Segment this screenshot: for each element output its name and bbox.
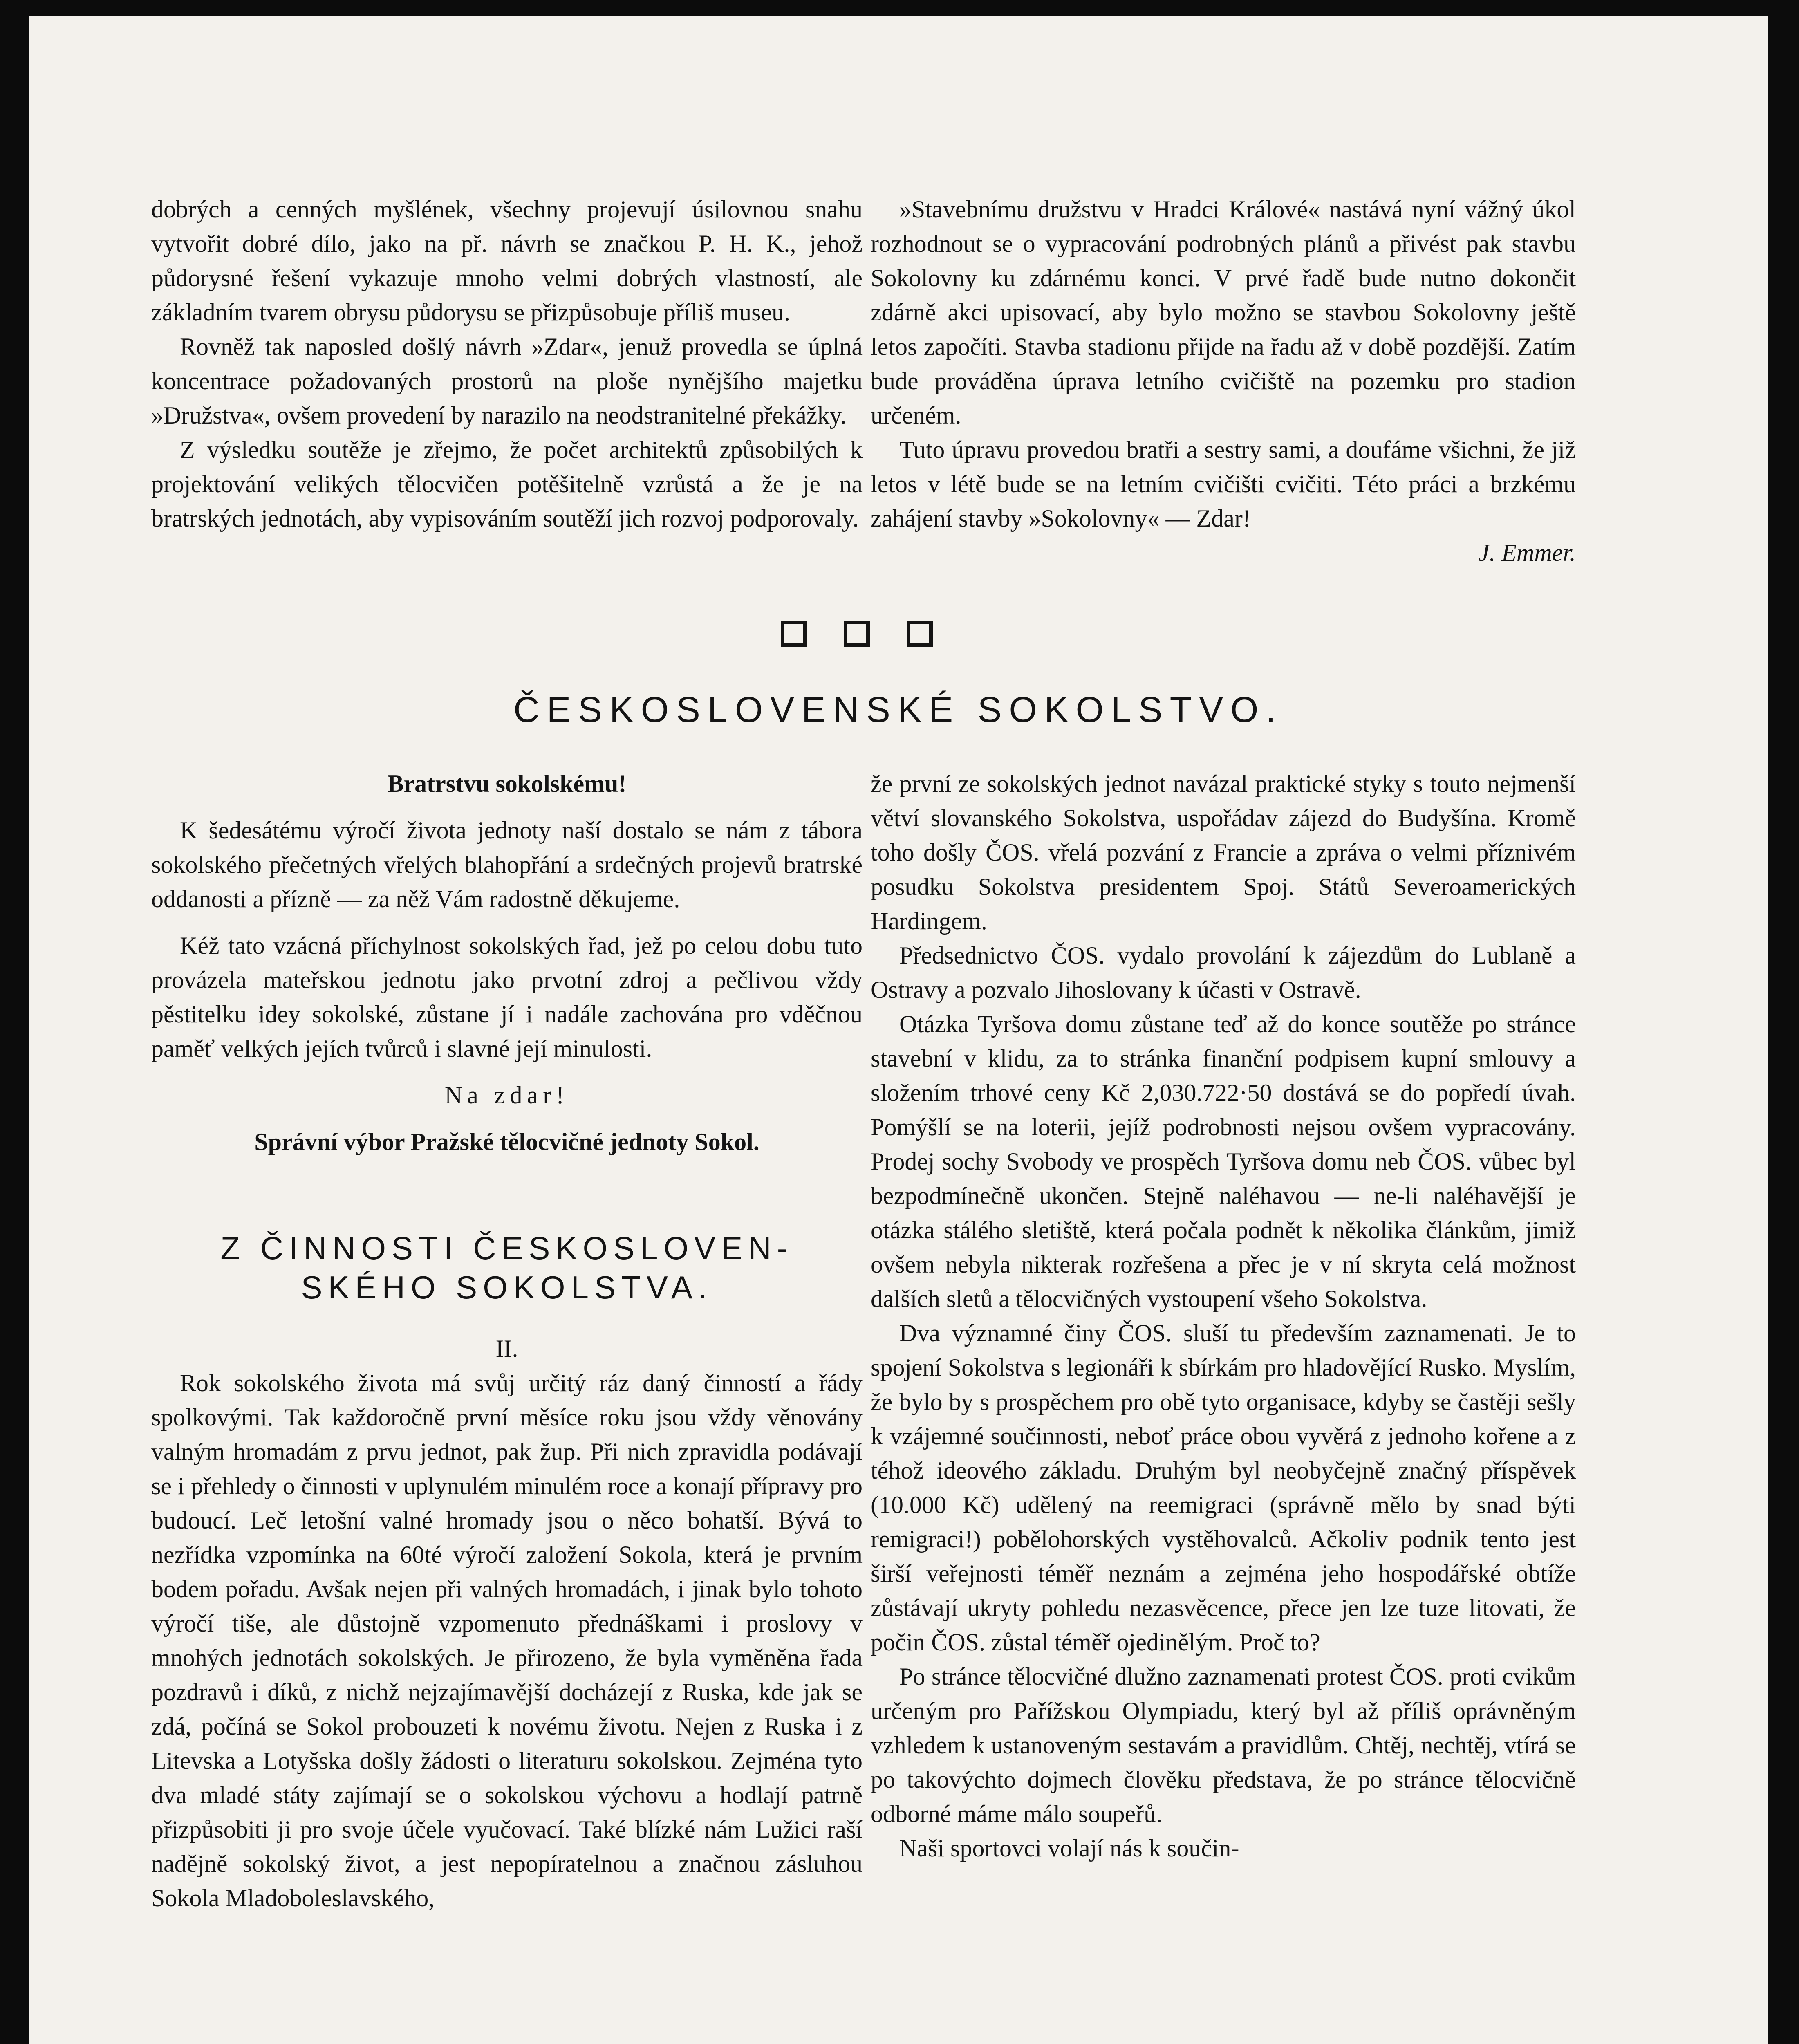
committee-signature: Správní výbor Pražské tělocvičné jednoty Sokol.	[254, 1128, 759, 1155]
paragraph: Tuto úpravu provedou bratři a sestry sami, a doufáme všichni, že již letos v létě bude se na letním cvičišti cvičiti. Této práci a brzkému zahájení stavby »Sokolovny« — Zdar!	[871, 436, 1576, 532]
paragraph: že první ze sokolských jednot navázal praktické styky s touto nejmenší větví slovanského Sokolstva, uspořádav zájezd do Budyšína. Kromě toho došly ČOS. vřelá pozvání z Francie a zpráva o velmi příznivém posudku Sokolstva presidentem Spoj. Států Severoamerických Hardingem.	[871, 770, 1576, 935]
subtitle	[151, 1228, 863, 1307]
paragraph: Dva významné činy ČOS. sluší tu především zaznamenati. Je to spojení Sokolstva s legionáři k sbírkám pro hladovějící Rusko. Myslím, že bylo by s prospěchem pro obě tyto organisace, kdyby se častěji sešly k vzájemné součinnosti, neboť práce obou vyvěrá z jednoho kořene a z téhož ideového základu. Druhým byl neobyčejně značný příspěvek (10.000 Kč) udělený na reemigraci (správně mělo by snad býti remigraci!) pobělohorských vystěhovalců. Ačkoliv podnik tento jest širší veřejnosti téměř neznám a zejména jeho hospodářské obtíže zůstávají ukryty pohledu nezasvěcence, přece jen lze tuze litovati, že počin ČOS. zůstal téměř ojedinělým. Proč to?	[871, 1320, 1576, 1656]
part-number: II.	[495, 1335, 518, 1362]
paragraph: Naši sportovci volají nás k součin-	[899, 1835, 1239, 1862]
square-ornament-icon	[781, 621, 807, 647]
paragraph: Z výsledku soutěže je zřejmo, že počet architektů způsobilých k projektování velikých tělocvičen potěšitelně vzrůstá a že je na bratrských jednotách, aby vypisováním soutěží jich rozvoj podporovaly.	[151, 436, 863, 532]
paragraph: »Stavebnímu družstvu v Hradci Králové« nastává nyní vážný úkol rozhodnout se o vypracování podrobných plánů a přivést pak stavbu Sokolovny ku zdárnému konci. V prvé řadě bude nutno dokončit zdárně akci upisovací, aby bylo možno se stavbou Sokolovny ještě letos započíti. Stavba stadionu přijde na řadu až v době pozdější. Zatím bude prováděna úprava letního cvičiště na pozemku pro stadion určeném.	[871, 196, 1576, 429]
paragraph: K šedesátému výročí života jednoty naší dostalo se nám z tábora sokolského přečetných vřelých blahopřání a srdečných projevů bratrské oddanosti a přízně — za něž Vám radostně děkujeme.	[151, 817, 863, 912]
nazdar: Na zdar!	[444, 1082, 569, 1109]
heading: Bratrstvu sokolskému!	[387, 770, 627, 797]
square-ornament-icon	[844, 621, 870, 647]
top-right-column	[871, 192, 1576, 570]
page	[29, 16, 1768, 2044]
paragraph: Rovněž tak naposled došlý návrh »Zdar«, jenuž provedla se úplná koncentrace požadovaných prostorů na ploše nynějšího majetku »Družstva«, ovšem provedení by narazilo na neodstranitelné překážky.	[151, 333, 863, 429]
paragraph: Po stránce tělocvičné dlužno zaznamenati protest ČOS. proti cvikům určeným pro Pařížskou Olympiadu, který byl až příliš oprávněným vzhledem k ustanoveným sestavám a pravidlům. Chtěj, nechtěj, vtírá se po takovýchto dojmech člověku představa, že po stránce tělocvičně odborné máme málo soupeřů.	[871, 1663, 1576, 1827]
paragraph: Otázka Tyršova domu zůstane teď až do konce soutěže po stránce stavební v klidu, za to stránka finanční podpisem kupní smlouvy a složením trhové ceny Kč 2,030.722·50 dostává se do popředí úvah. Pomýšlí se na loterii, jejíž podrobnosti nejsou ovšem vypracovány. Prodej sochy Svobody ve prospěch Tyršova domu neb ČOS. vůbec byl bezpodmínečně ukončen. Stejně naléhavou — ne-li naléhavější je otázka stálého sletiště, která počala podnět k několika článkům, jimiž ovšem nebyla nikterak rozřešena a přec je v ní skryta celá možnost dalších sletů a tělocvičných vystoupení všeho Sokolstva.	[871, 1011, 1576, 1312]
square-ornament-icon	[907, 621, 933, 647]
paragraph: dobrých a cenných myšlének, všechny projevují úsilovnou snahu vytvořit dobré dílo, jako na př. návrh se značkou P. H. K., jehož půdorysné řešení vykazuje mnoho velmi dobrých vlastností, ale základním tvarem obrysu půdorysu se přizpůsobuje příliš museu.	[151, 196, 863, 326]
left-column	[151, 766, 863, 1915]
paragraph: Kéž tato vzácná příchylnost sokolských řad, jež po celou dobu tuto provázela mateřskou jednotu jako prvotní zdroj a pečlivou vždy pěstitelku idey sokolské, zůstane jí i nadále zachována pro vděčnou paměť velkých jejích tvůrců i slavné její minulosti.	[151, 932, 863, 1062]
right-column	[871, 766, 1576, 1865]
paragraph: Rok sokolského života má svůj určitý ráz daný činností a řády spolkovými. Tak každoročně první měsíce roku jsou vždy věnovány valným hromadám z prvu jednot, pak žup. Při nich zpravidla podávají se i přehledy o činnosti v uplynulém minulém roce a konají přípravy pro budoucí. Leč letošní valné hromady jsou o něco bohatší. Bývá to nezřídka vzpomínka na 60té výročí založení Sokola, která je prvním bodem pořadu. Avšak nejen při valných hromadách, i jinak bylo tohoto výročí tiše, ale důstojně vzpomenuto přednáškami i proslovy v mnohých jednotách sokolských. Je přirozeno, že byla vyměněna řada pozdravů i díků, z nichž nejzajímavější docházejí z Ruska, kde jak se zdá, počíná se Sokol probouzeti k novému životu. Nejen z Ruska i z Litevska a Lotyšska došly žádosti o literaturu sokolskou. Zejména tyto dva mladé státy zajímají se o sokolskou výchovu a hodlají patrně přizpůsobiti ji pro svoje účele vyučovací. Také blízké nám Lužici raší nadějně sokolský život, a jest nepopíratelnou a značnou zásluhou Sokola Mladoboleslavského,	[151, 1369, 863, 1912]
subtitle-line-1: Z ČINNOSTI ČESKOSLOVEN-	[220, 1230, 793, 1266]
top-left-column	[151, 192, 863, 536]
subtitle-line-2: SKÉHO SOKOLSTVA.	[301, 1269, 713, 1305]
paragraph: Předsednictvo ČOS. vydalo provolání k zájezdům do Lublaně a Ostravy a pozvalo Jihoslovany k účasti v Ostravě.	[871, 942, 1576, 1003]
signature: J. Emmer.	[1478, 539, 1576, 566]
section-title: ČESKOSLOVENSKÉ SOKOLSTVO.	[513, 689, 1283, 730]
section-ornament	[781, 621, 933, 647]
